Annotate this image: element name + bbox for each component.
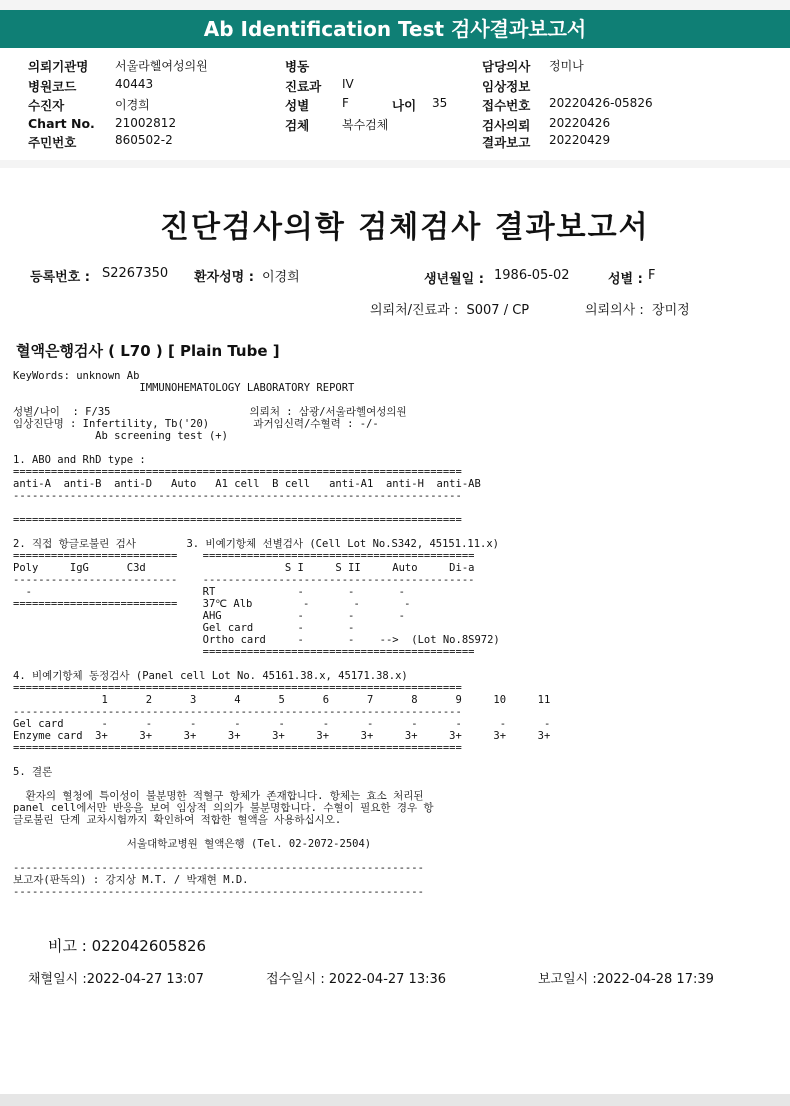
report-line: 보고자(판독의) : 강지상 M.T. / 박재현 M.D. [13,874,249,886]
report-line [13,826,550,838]
report-line: ======================================================================= [13,466,462,478]
report-line: -------------------------- ------------------------------------------- [13,574,475,586]
dob-value: 1986-05-02 [494,268,570,283]
report-line: ----------------------------------------------------------------- [13,886,424,898]
referral-dept: 의뢰처/진료과 : S007 / CP [370,303,530,318]
report-line: ----------------------------------------------------------------------- [13,706,462,718]
report-line: ========================== 37℃ Alb - - - [13,598,411,610]
report-line: Poly IgG C3d S I S II Auto Di-a [13,562,475,574]
report-line: Ortho card - - --> (Lot No.8S972) [13,634,500,646]
report-line: ----------------------------------------------------------------------- [13,490,462,502]
report-line: 1 2 3 4 5 6 7 8 9 10 11 [13,694,551,706]
hospital-value: 서울라헬여성의원 [115,59,208,73]
report-title-bar: Ab Identification Test 검사결과보고서 [0,10,790,48]
report-line: IMMUNOHEMATOLOGY LABORATORY REPORT [13,382,355,394]
rrn-value: 860502-2 [115,133,173,147]
receipt-label: 접수번호 [482,98,531,113]
age-label: 나이 [392,98,417,113]
report-line: KeyWords: unknown Ab [13,370,140,382]
report-line: =========================================== [13,646,475,658]
report-line: panel cell에서만 반응을 보여 임상적 의의가 불분명합니다. 수혈이 필요한 경우 항 [13,802,434,814]
report-line: 4. 비예기항체 동정검사 (Panel cell Lot No. 45161.38.x, 45171.38.x) [13,670,408,682]
report-line: ========================== =========================================== [13,550,475,562]
report-line [13,502,550,514]
report-line [13,442,550,454]
document-title: 진단검사의학 검체검사 결과보고서 [160,210,650,245]
report-time: 보고일시 :2022-04-28 17:39 [538,972,714,987]
report-line: ======================================================================= [13,514,462,526]
patient-name-label: 환자성명 : [194,270,254,285]
reqdate-label: 검사의뢰 [482,118,531,133]
report-line: ======================================================================= [13,682,462,694]
hospcode-label: 병원코드 [28,79,77,94]
section-title: 혈액은행검사 ( L70 ) [ Plain Tube ] [16,342,280,360]
registration-value: S2267350 [102,266,169,281]
registration-label: 등록번호 : [30,270,90,285]
hospital-label: 의뢰기관명 [28,59,89,74]
dept-label: 진료과 [285,79,322,94]
clinical-label: 임상정보 [482,79,531,94]
remarks: 비고 : 022042605826 [48,937,207,955]
report-line: 5. 결론 [13,766,53,778]
report-line: Ab screening test (+) [13,430,228,442]
report-line: anti-A anti-B anti-D Auto A1 cell B cell anti-A1 anti-H anti-AB [13,478,481,490]
patient-value: 이경희 [115,98,150,112]
report-line: Gel card - - - - - - - - - - - [13,718,551,730]
report-line [13,754,550,766]
doc-sex-label: 성별 : [608,272,643,287]
report-line: 임상진단명 : Infertility, Tb('20) 과거임신력/수혈력 : -/- [13,418,379,430]
report-line: 1. ABO and RhD type : [13,454,146,466]
report-line: AHG - - - [13,610,405,622]
hospcode-value: 40443 [115,77,154,91]
rrn-label: 주민번호 [28,135,77,150]
patient-name-value: 이경희 [262,270,300,285]
doctor-value: 정미나 [549,59,584,73]
report-line: 글로불린 단계 교차시험까지 확인하여 적합한 혈액을 사용하십시오. [13,814,342,826]
report-line: 환자의 혈청에 특이성이 불분명한 적혈구 항체가 존재합니다. 항체는 효소 처리된 [13,790,424,802]
lab-report-body [13,370,550,898]
report-date-label: 결과보고 [482,135,531,150]
report-line: 2. 직접 항글로불린 검사 3. 비예기항체 선별검사 (Cell Lot No.S342, 45151.11.x) [13,538,500,550]
report-line: ======================================================================= [13,742,462,754]
report-line [13,394,550,406]
referral-doctor: 의뢰의사 : 장미정 [585,303,690,318]
page-bottom-bar [0,1094,790,1106]
specimen-value: 복수검체 [342,118,389,132]
report-date-value: 20220429 [549,133,611,147]
ward-label: 병동 [285,59,310,74]
report-line [13,850,550,862]
patient-label: 수진자 [28,98,65,113]
sex-value: F [342,96,349,110]
chart-label: Chart No. [28,116,95,131]
dept-value: IV [342,77,354,91]
report-line: - RT - - - [13,586,405,598]
report-line: Enzyme card 3+ 3+ 3+ 3+ 3+ 3+ 3+ 3+ 3+ 3+ 3+ [13,730,551,742]
specimen-label: 검체 [285,118,310,133]
report-line [13,778,550,790]
chart-value: 21002812 [115,116,177,130]
dob-label: 생년월일 : [424,272,484,287]
report-line: 성별/나이 : F/35 의뢰처 : 삼광/서울라헬여성의원 [13,406,407,418]
receipt-time: 접수일시 : 2022-04-27 13:36 [266,972,447,987]
report-line [13,526,550,538]
age-value: 35 [432,96,448,110]
collection-time: 채혈일시 :2022-04-27 13:07 [28,972,204,987]
report-line: Gel card - - [13,622,355,634]
reqdate-value: 20220426 [549,116,611,130]
scanned-report [0,168,790,1094]
receipt-value: 20220426-05826 [549,96,653,110]
report-line [13,658,550,670]
doctor-label: 담당의사 [482,59,531,74]
sex-label: 성별 [285,98,310,113]
doc-sex-value: F [648,268,656,283]
report-line: 서울대학교병원 혈액은행 (Tel. 02-2072-2504) [13,838,372,850]
report-header [0,48,790,160]
report-line: ----------------------------------------------------------------- [13,862,424,874]
